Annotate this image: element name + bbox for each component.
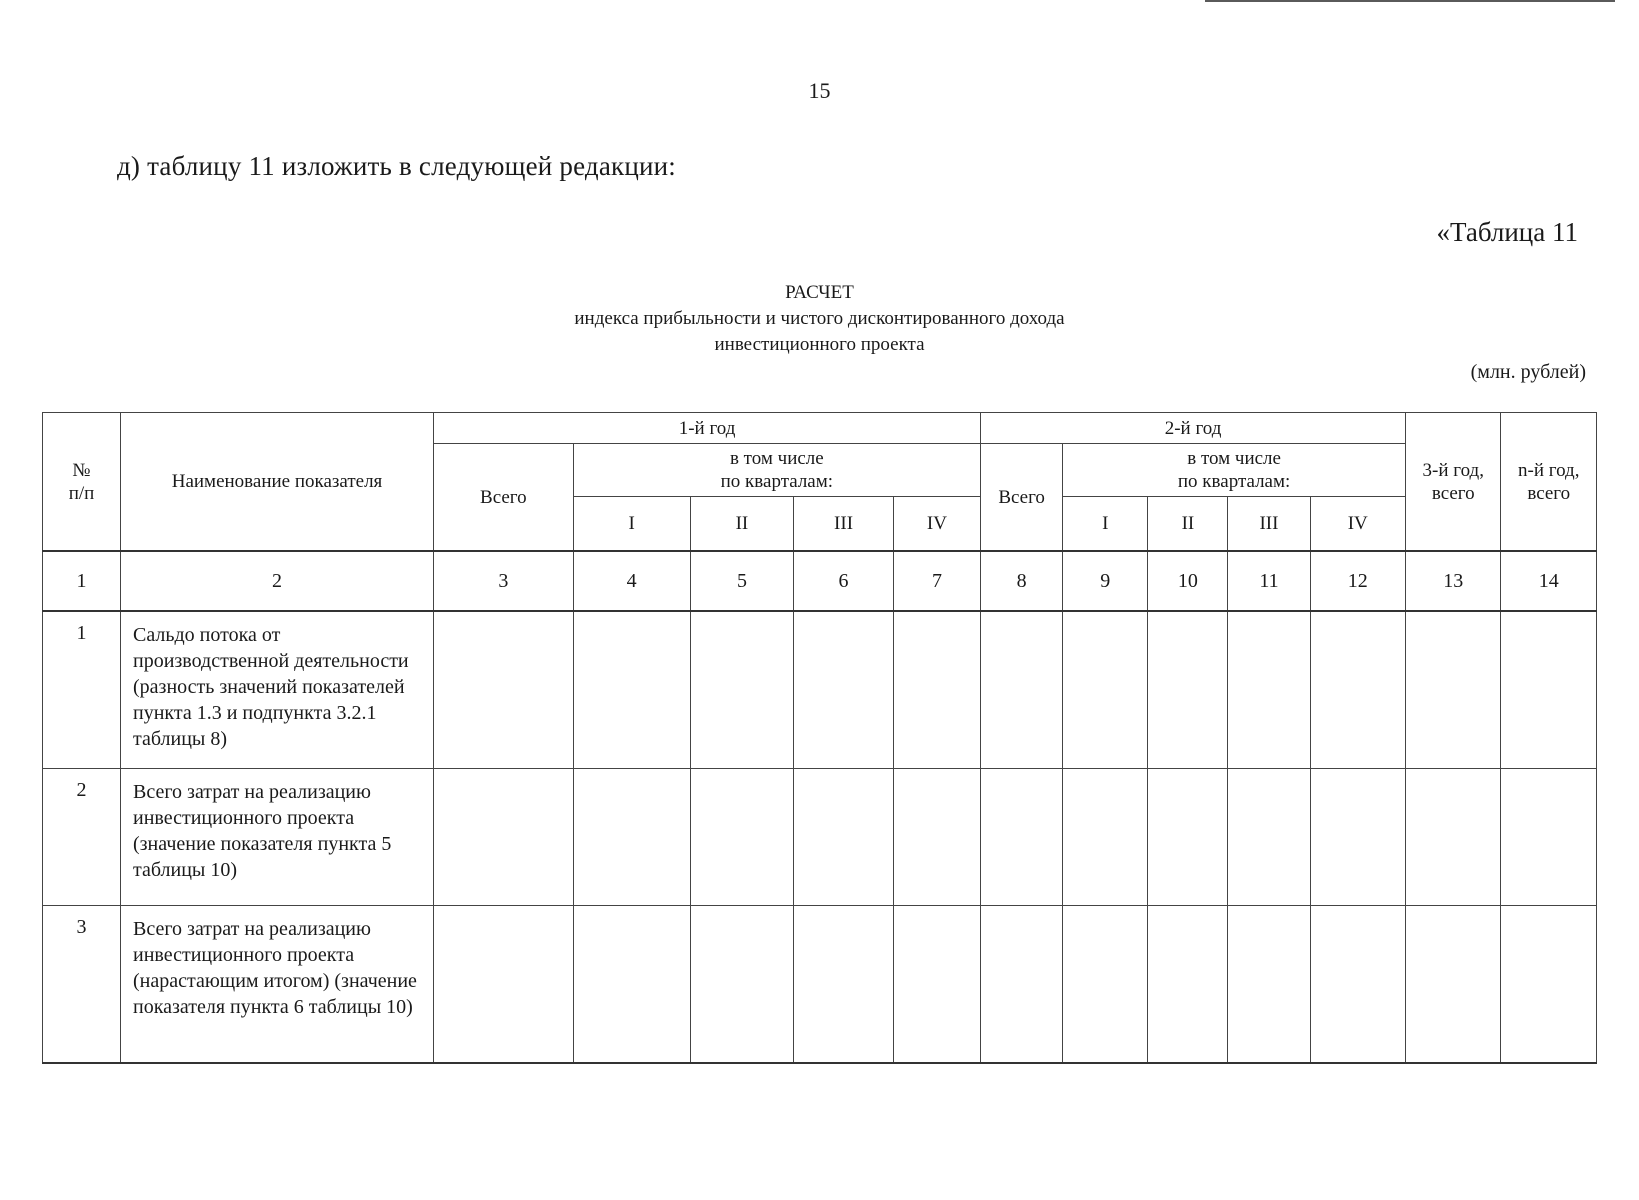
empty-cell — [1228, 769, 1310, 906]
empty-cell — [1310, 906, 1405, 1064]
empty-cell — [1501, 611, 1597, 769]
column-number: 1 — [43, 551, 121, 611]
table-row — [43, 611, 1597, 769]
empty-cell — [1406, 769, 1501, 906]
header-year2-quarter-4: IV — [1310, 497, 1405, 552]
empty-cell — [981, 906, 1063, 1064]
empty-cell — [794, 611, 894, 769]
column-number: 6 — [794, 551, 894, 611]
header-name: Наименование показателя — [121, 413, 434, 552]
empty-cell — [1063, 769, 1148, 906]
empty-cell — [893, 906, 980, 1064]
header-year2-total: Всего — [981, 444, 1063, 552]
header-year2-including: в том числе по кварталам: — [1063, 444, 1406, 497]
header-year3: 3-й год, всего — [1406, 413, 1501, 552]
row-number: 3 — [43, 906, 121, 1064]
empty-cell — [1063, 906, 1148, 1064]
column-number: 10 — [1148, 551, 1228, 611]
column-number-row — [43, 551, 1597, 611]
empty-cell — [794, 906, 894, 1064]
column-number: 14 — [1501, 551, 1597, 611]
empty-cell — [1406, 611, 1501, 769]
header-row-years — [43, 413, 1597, 444]
header-year1-total: Всего — [434, 444, 574, 552]
empty-cell — [1228, 906, 1310, 1064]
column-number: 12 — [1310, 551, 1405, 611]
row-number: 1 — [43, 611, 121, 769]
intro-text: д) таблицу 11 изложить в следующей редакции: — [117, 151, 676, 181]
empty-cell — [1148, 906, 1228, 1064]
header-year2: 2-й год — [981, 413, 1406, 444]
column-number: 5 — [690, 551, 794, 611]
row-indicator-name: Всего затрат на реализацию инвестиционного проекта (нарастающим итогом) (значение показателя пункта 6 таблицы 10) — [121, 906, 434, 1064]
column-number: 8 — [981, 551, 1063, 611]
row-number: 2 — [43, 769, 121, 906]
header-yearn: n-й год, всего — [1501, 413, 1597, 552]
empty-cell — [434, 906, 574, 1064]
column-number: 2 — [121, 551, 434, 611]
empty-cell — [981, 611, 1063, 769]
empty-cell — [690, 611, 794, 769]
heading-subtitle-line2: инвестиционного проекта — [714, 334, 925, 355]
empty-cell — [1310, 769, 1405, 906]
empty-cell — [573, 906, 690, 1064]
column-number: 3 — [434, 551, 574, 611]
empty-cell — [1501, 769, 1597, 906]
calculation-table — [42, 412, 1597, 1064]
header-year1: 1-й год — [434, 413, 981, 444]
empty-cell — [573, 611, 690, 769]
header-year2-quarter-3: III — [1228, 497, 1310, 552]
empty-cell — [434, 611, 574, 769]
empty-cell — [1501, 906, 1597, 1064]
empty-cell — [1148, 611, 1228, 769]
table-row — [43, 769, 1597, 906]
empty-cell — [690, 906, 794, 1064]
empty-cell — [1148, 769, 1228, 906]
header-year1-quarter-3: III — [794, 497, 894, 552]
row-indicator-name: Всего затрат на реализацию инвестиционного проекта (значение показателя пункта 5 таблицы 10) — [121, 769, 434, 906]
empty-cell — [1063, 611, 1148, 769]
column-number: 11 — [1228, 551, 1310, 611]
empty-cell — [794, 769, 894, 906]
header-num: № п/п — [43, 413, 121, 552]
empty-cell — [1406, 906, 1501, 1064]
header-year1-quarter-2: II — [690, 497, 794, 552]
empty-cell — [893, 769, 980, 906]
scan-edge-mark — [1205, 0, 1615, 2]
header-year1-including: в том числе по кварталам: — [573, 444, 980, 497]
header-year1-quarter-4: IV — [893, 497, 980, 552]
column-number: 7 — [893, 551, 980, 611]
column-number: 13 — [1406, 551, 1501, 611]
header-year1-quarter-1: I — [573, 497, 690, 552]
heading-title: РАСЧЕТ — [785, 282, 854, 303]
row-indicator-name: Сальдо потока от производственной деятельности (разность значений показателей пункта 1.3 и подпункта 3.2.1 таблицы 8) — [121, 611, 434, 769]
header-year2-quarter-2: II — [1148, 497, 1228, 552]
header-year2-quarter-1: I — [1063, 497, 1148, 552]
page-number: 15 — [808, 78, 831, 103]
empty-cell — [1310, 611, 1405, 769]
heading-subtitle-line1: индекса прибыльности и чистого дисконтированного дохода — [574, 308, 1065, 329]
units-note: (млн. рублей) — [1470, 361, 1586, 383]
empty-cell — [434, 769, 574, 906]
table-row — [43, 906, 1597, 1064]
table-heading — [0, 280, 1639, 358]
empty-cell — [981, 769, 1063, 906]
table-label: «Таблица 11 — [1436, 217, 1578, 247]
empty-cell — [1228, 611, 1310, 769]
column-number: 4 — [573, 551, 690, 611]
empty-cell — [573, 769, 690, 906]
empty-cell — [893, 611, 980, 769]
empty-cell — [690, 769, 794, 906]
column-number: 9 — [1063, 551, 1148, 611]
